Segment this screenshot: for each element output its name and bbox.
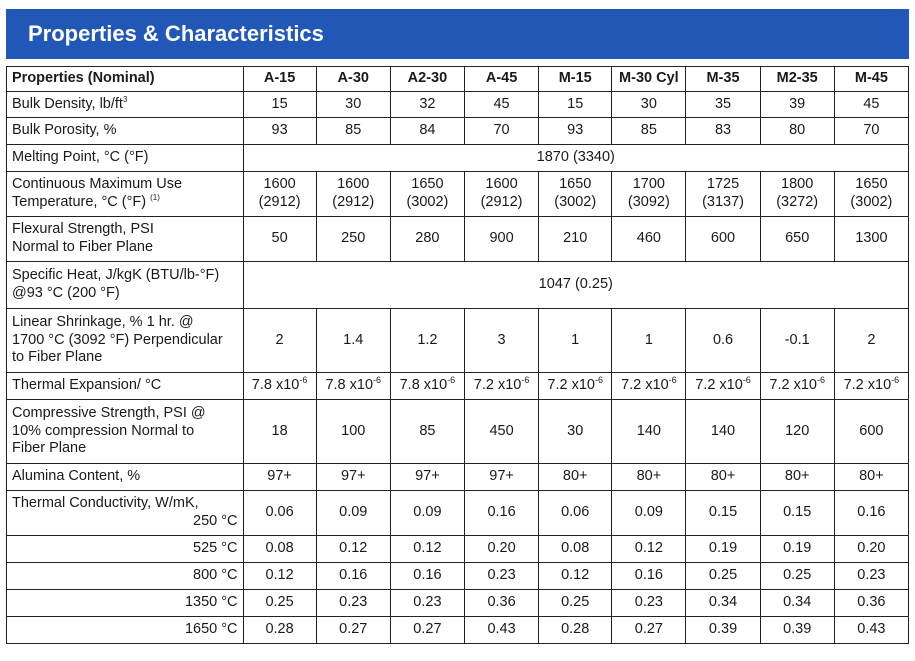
table-cell: 0.25 bbox=[760, 563, 834, 590]
row-label: Linear Shrinkage, % 1 hr. @ 1700 °C (3092 °F) Perpendicular to Fiber Plane bbox=[7, 309, 244, 373]
table-row bbox=[7, 92, 909, 118]
column-header: M-30 Cyl bbox=[612, 67, 686, 92]
table-cell: 80+ bbox=[612, 464, 686, 491]
table-cell: 70 bbox=[834, 118, 908, 145]
row-label: 525 °C bbox=[7, 536, 244, 563]
table-cell: 0.08 bbox=[539, 536, 612, 563]
table-cell: 80+ bbox=[760, 464, 834, 491]
row-label: 800 °C bbox=[7, 563, 244, 590]
table-cell: 140 bbox=[686, 400, 760, 464]
table-cell: 7.8 $x10^{-6}$ bbox=[390, 373, 464, 400]
table-cell: 1800 (3272) bbox=[760, 172, 834, 217]
column-header: A-30 bbox=[316, 67, 390, 92]
table-cell: 35 bbox=[686, 92, 760, 118]
column-header: M-45 bbox=[834, 67, 908, 92]
table-cell: 30 bbox=[539, 400, 612, 464]
table-cell: 2 bbox=[834, 309, 908, 373]
table-cell: 0.34 bbox=[760, 590, 834, 617]
row-label: 1650 °C bbox=[7, 617, 244, 644]
table-cell: 0.25 bbox=[243, 590, 316, 617]
properties-table bbox=[6, 66, 909, 644]
table-row bbox=[7, 563, 909, 590]
merged-cell: 1047 (0.25) bbox=[243, 262, 908, 309]
table-cell: 0.16 bbox=[612, 563, 686, 590]
table-cell: 100 bbox=[316, 400, 390, 464]
table-cell: 7.2 $x10^{-6}$ bbox=[464, 373, 538, 400]
table-row bbox=[7, 617, 909, 644]
table-cell: 0.43 bbox=[834, 617, 908, 644]
section-title: Properties & Characteristics bbox=[6, 9, 909, 59]
table-cell: 1650 (3002) bbox=[539, 172, 612, 217]
table-cell: 1650 (3002) bbox=[834, 172, 908, 217]
table-cell: 0.15 bbox=[760, 491, 834, 536]
table-cell: 50 bbox=[243, 217, 316, 262]
header-row bbox=[7, 67, 909, 92]
table-cell: 7.8 $x10^{-6}$ bbox=[243, 373, 316, 400]
table-cell: 85 bbox=[316, 118, 390, 145]
table-cell: 0.16 bbox=[316, 563, 390, 590]
table-cell: 450 bbox=[464, 400, 538, 464]
table-cell: 0.39 bbox=[686, 617, 760, 644]
table-cell: 97+ bbox=[316, 464, 390, 491]
table-cell: 0.23 bbox=[316, 590, 390, 617]
table-cell: 600 bbox=[686, 217, 760, 262]
column-header: Properties (Nominal) bbox=[7, 67, 244, 92]
table-cell: 80+ bbox=[686, 464, 760, 491]
column-header: M2-35 bbox=[760, 67, 834, 92]
table-row bbox=[7, 373, 909, 400]
table-cell: 1650 (3002) bbox=[390, 172, 464, 217]
table-cell: 97+ bbox=[243, 464, 316, 491]
table-cell: 0.34 bbox=[686, 590, 760, 617]
table-cell: 93 bbox=[243, 118, 316, 145]
table-row bbox=[7, 590, 909, 617]
table-cell: 85 bbox=[612, 118, 686, 145]
table-row bbox=[7, 118, 909, 145]
table-cell: 0.12 bbox=[243, 563, 316, 590]
table-cell: 0.6 bbox=[686, 309, 760, 373]
column-header: M-35 bbox=[686, 67, 760, 92]
table-cell: 0.16 bbox=[834, 491, 908, 536]
table-cell: 1.4 bbox=[316, 309, 390, 373]
table-cell: 70 bbox=[464, 118, 538, 145]
table-cell: 85 bbox=[390, 400, 464, 464]
row-label: Melting Point, °C (°F) bbox=[7, 145, 244, 172]
table-cell: 0.19 bbox=[686, 536, 760, 563]
table-row bbox=[7, 217, 909, 262]
table-cell: 30 bbox=[316, 92, 390, 118]
table-cell: 3 bbox=[464, 309, 538, 373]
table-row bbox=[7, 491, 909, 536]
table-row bbox=[7, 536, 909, 563]
table-cell: 30 bbox=[612, 92, 686, 118]
table-cell: 0.08 bbox=[243, 536, 316, 563]
table-cell: 600 bbox=[834, 400, 908, 464]
table-cell: 1.2 bbox=[390, 309, 464, 373]
table-cell: 0.25 bbox=[686, 563, 760, 590]
row-label: Compressive Strength, PSI @ 10% compression Normal to Fiber Plane bbox=[7, 400, 244, 464]
table-cell: 1 bbox=[539, 309, 612, 373]
table-row bbox=[7, 464, 909, 491]
table-cell: 7.2 $x10^{-6}$ bbox=[760, 373, 834, 400]
table-cell: 0.16 bbox=[390, 563, 464, 590]
row-label: Bulk Porosity, % bbox=[7, 118, 244, 145]
row-label: Specific Heat, J/kgK (BTU/lb-°F) @93 °C (200 °F) bbox=[7, 262, 244, 309]
table-cell: 0.20 bbox=[834, 536, 908, 563]
table-cell: 0.27 bbox=[390, 617, 464, 644]
merged-cell: 1870 (3340) bbox=[243, 145, 908, 172]
table-cell: 650 bbox=[760, 217, 834, 262]
table-cell: 0.23 bbox=[390, 590, 464, 617]
table-cell: 250 bbox=[316, 217, 390, 262]
table-cell: 97+ bbox=[390, 464, 464, 491]
table-cell: 0.39 bbox=[760, 617, 834, 644]
table-cell: 83 bbox=[686, 118, 760, 145]
table-cell: 0.12 bbox=[390, 536, 464, 563]
table-cell: 0.23 bbox=[834, 563, 908, 590]
row-label: Bulk Density, $lb/ft^3$ bbox=[7, 92, 244, 118]
table-cell: 7.2 $x10^{-6}$ bbox=[686, 373, 760, 400]
table-cell: 15 bbox=[539, 92, 612, 118]
table-cell: 0.28 bbox=[539, 617, 612, 644]
table-cell: 0.19 bbox=[760, 536, 834, 563]
row-label: Flexural Strength, PSI Normal to Fiber Plane bbox=[7, 217, 244, 262]
table-cell: 80 bbox=[760, 118, 834, 145]
table-cell: 0.28 bbox=[243, 617, 316, 644]
table-cell: 0.36 bbox=[834, 590, 908, 617]
table-cell: 0.43 bbox=[464, 617, 538, 644]
column-header: M-15 bbox=[539, 67, 612, 92]
table-cell: 0.16 bbox=[464, 491, 538, 536]
table-cell: 0.36 bbox=[464, 590, 538, 617]
row-label: 1350 °C bbox=[7, 590, 244, 617]
table-cell: 80+ bbox=[539, 464, 612, 491]
column-header: A-45 bbox=[464, 67, 538, 92]
table-cell: 32 bbox=[390, 92, 464, 118]
table-cell: 80+ bbox=[834, 464, 908, 491]
table-cell: 460 bbox=[612, 217, 686, 262]
table-cell: 1600 (2912) bbox=[316, 172, 390, 217]
table-cell: 0.23 bbox=[464, 563, 538, 590]
table-cell: 0.12 bbox=[539, 563, 612, 590]
table-cell: -0.1 bbox=[760, 309, 834, 373]
row-label: Alumina Content, % bbox=[7, 464, 244, 491]
table-cell: 140 bbox=[612, 400, 686, 464]
row-label: Continuous Maximum Use Temperature, °C (°F) $^{(1)}$ bbox=[7, 172, 244, 217]
table-cell: 15 bbox=[243, 92, 316, 118]
column-header: A-15 bbox=[243, 67, 316, 92]
table-cell: 0.20 bbox=[464, 536, 538, 563]
table-cell: 0.09 bbox=[390, 491, 464, 536]
table-cell: 45 bbox=[464, 92, 538, 118]
table-cell: 900 bbox=[464, 217, 538, 262]
table-cell: 1600 (2912) bbox=[243, 172, 316, 217]
table-cell: 0.06 bbox=[243, 491, 316, 536]
row-label: Thermal Conductivity, W/mK, 250 °C bbox=[7, 491, 244, 536]
table-row bbox=[7, 309, 909, 373]
table-cell: 0.25 bbox=[539, 590, 612, 617]
table-cell: 2 bbox=[243, 309, 316, 373]
table-cell: 0.27 bbox=[612, 617, 686, 644]
table-cell: 0.15 bbox=[686, 491, 760, 536]
table-cell: 1600 (2912) bbox=[464, 172, 538, 217]
table-cell: 1700 (3092) bbox=[612, 172, 686, 217]
table-cell: 39 bbox=[760, 92, 834, 118]
table-cell: 7.2 $x10^{-6}$ bbox=[834, 373, 908, 400]
table-cell: 0.23 bbox=[612, 590, 686, 617]
column-header: A2-30 bbox=[390, 67, 464, 92]
table-cell: 7.8 $x10^{-6}$ bbox=[316, 373, 390, 400]
table-row bbox=[7, 400, 909, 464]
table-cell: 7.2 $x10^{-6}$ bbox=[539, 373, 612, 400]
table-cell: 7.2 $x10^{-6}$ bbox=[612, 373, 686, 400]
table-cell: 1300 bbox=[834, 217, 908, 262]
table-cell: 0.12 bbox=[316, 536, 390, 563]
table-cell: 0.12 bbox=[612, 536, 686, 563]
table-cell: 280 bbox=[390, 217, 464, 262]
table-cell: 97+ bbox=[464, 464, 538, 491]
table-cell: 0.09 bbox=[612, 491, 686, 536]
table-cell: 1725 (3137) bbox=[686, 172, 760, 217]
table-cell: 120 bbox=[760, 400, 834, 464]
table-cell: 1 bbox=[612, 309, 686, 373]
table-cell: 45 bbox=[834, 92, 908, 118]
table-row bbox=[7, 262, 909, 309]
table-cell: 0.09 bbox=[316, 491, 390, 536]
table-row bbox=[7, 145, 909, 172]
table-cell: 84 bbox=[390, 118, 464, 145]
table-cell: 210 bbox=[539, 217, 612, 262]
table-cell: 93 bbox=[539, 118, 612, 145]
table-row bbox=[7, 172, 909, 217]
table-cell: 18 bbox=[243, 400, 316, 464]
row-label: Thermal Expansion/ °C bbox=[7, 373, 244, 400]
table-cell: 0.27 bbox=[316, 617, 390, 644]
table-cell: 0.06 bbox=[539, 491, 612, 536]
